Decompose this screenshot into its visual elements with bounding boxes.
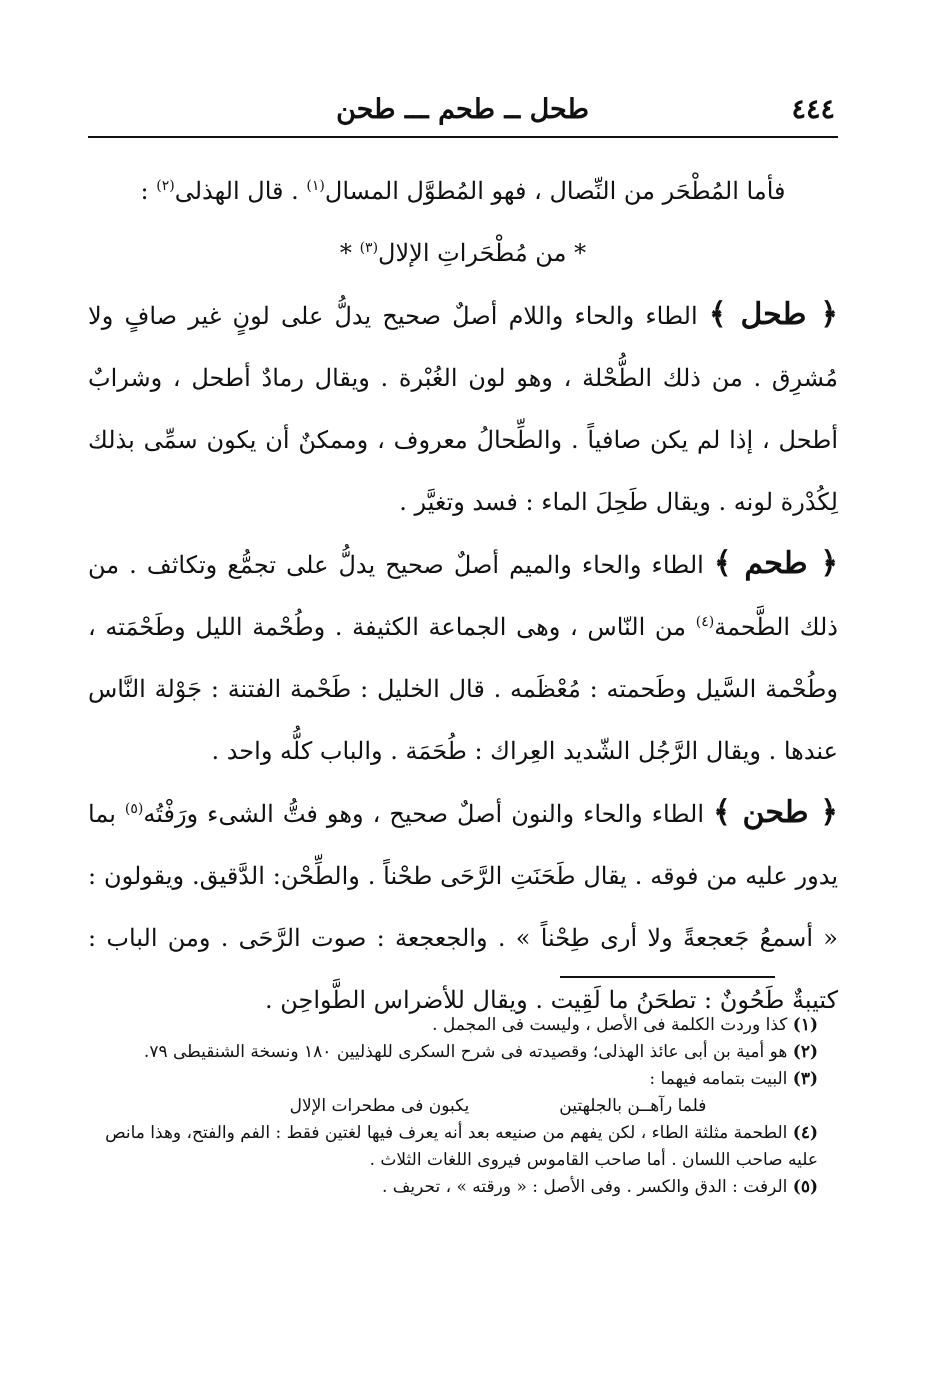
entry-text: الطاء والحاء والميم أصلٌ صحيح يدلُّ على تجمُّع وتكاثف . من ذلك الطَّحمة <box>88 551 838 641</box>
entry-tahl <box>88 284 838 533</box>
entry-tahn <box>88 782 838 1031</box>
verse-hemistich-2: يكبون فى مطحرات الإلال <box>289 1096 470 1116</box>
entry-text: بما يدور عليه من فوقه . يقال طَحَنَتِ الرَّحَى طحْناً . والطِّحْن: الدَّقيق. ويقولون : « أسمعُ جَعجعةً ولا أرى طِحْناً » . والجعجعة : صوت الرَّحَى . ومن الباب : كتيبةٌ طَحُونٌ : تطحَنُ ما لَقِيت . ويقال للأضراس الطَّواحِن . <box>88 800 838 1014</box>
footnote-4: (٤) الطحمة مثلثة الطاء ، لكن يفهم من صنيعه بعد أنه يعرف فيها لغتين فقط : الفم والفتح، وهذا مانص عليه صاحب اللسان . أما صاحب القاموس فيروى اللغات الثلاث . <box>105 1123 818 1170</box>
entry-text: الطاء والحاء واللام أصلٌ صحيح يدلُّ على لونٍ غير صافٍ ولا مُشرِق . من ذلك الطُّحْلة ، وهو لون الغُبْرة . ويقال رمادٌ أطحل ، وشرابٌ أطحل ، إذا لم يكن صافياً . والطِّحالُ معروف ، وممكنٌ أن يكون سمِّى بذلك لِكُدْرة لونه . ويقال طَحِلَ الماء : فسد وتغيَّر . <box>88 302 838 516</box>
page-number: ٤٤٤ <box>791 94 835 125</box>
page-header <box>90 92 835 136</box>
footnote-ref-5[interactable]: (٥) <box>124 801 144 817</box>
footnote-ref-2[interactable]: (٢) <box>156 178 175 194</box>
footnote-ref-3[interactable]: (٣) <box>359 240 379 256</box>
headword-tahl: ﴿ طحل ﴾ <box>708 297 838 332</box>
footnote-1: (١) كذا وردت الكلمة فى الأصل ، وليست فى المجمل . <box>432 1015 818 1035</box>
footnote-verse <box>88 1093 818 1120</box>
footnote-5: (٥) الرفت : الدق والكسر . وفى الأصل : « ورقته » ، تحريف . <box>381 1177 818 1197</box>
headword-tahn: ﴿ طحن ﴾ <box>713 795 838 830</box>
entry-text: الطاء والحاء والنون أصلٌ صحيح ، وهو فتُّ الشىء ورَفْتُه <box>143 800 705 828</box>
footnote-2: (٢) هو أمية بن أبى عائذ الهذلى؛ وقصيدته فى شرح السكرى للهذليين ١٨٠ ونسخة الشنقيطى ٧٩. <box>143 1042 818 1062</box>
entry-text: من النّاس ، وهى الجماعة الكثيفة . وطُحْمة الليل وطَحْمَته ، وطُحْمة السَّيل وطَحمته : مُعْظَمه . قال الخليل : طَحْمة الفتنة : جَوْلة النَّاس عندها . ويقال الرَّجُل الشّديد العِراك : طُحَمَة . والباب كلُّه واحد . <box>88 613 838 765</box>
main-text <box>88 160 838 1031</box>
footnote-rule <box>560 976 775 978</box>
entry-tahm <box>88 533 838 782</box>
running-head: طحل ــ طحم ـــ طحن <box>336 94 589 125</box>
verse-quote: * من مُطْحَراتِ الإلال$^{(٣)}$ * <box>339 239 587 267</box>
headword-tahm: ﴿ طحم ﴾ <box>713 546 839 581</box>
footnotes <box>88 1012 818 1201</box>
intro-line: فأما المُطْحَر من النِّصال ، فهو المُطوَّل المسال$^{(١)}$ . قال الهذلى$^{(٢)}$ : <box>140 177 786 205</box>
footnote-ref-4[interactable]: (٤) <box>695 614 715 630</box>
header-rule <box>88 136 838 138</box>
footnote-ref-1[interactable]: (١) <box>306 178 325 194</box>
footnote-3: (٣) البيت بتمامه فيهما : <box>649 1069 818 1089</box>
verse-hemistich-1: فلما رآهــن بالجلهتين <box>559 1096 707 1116</box>
